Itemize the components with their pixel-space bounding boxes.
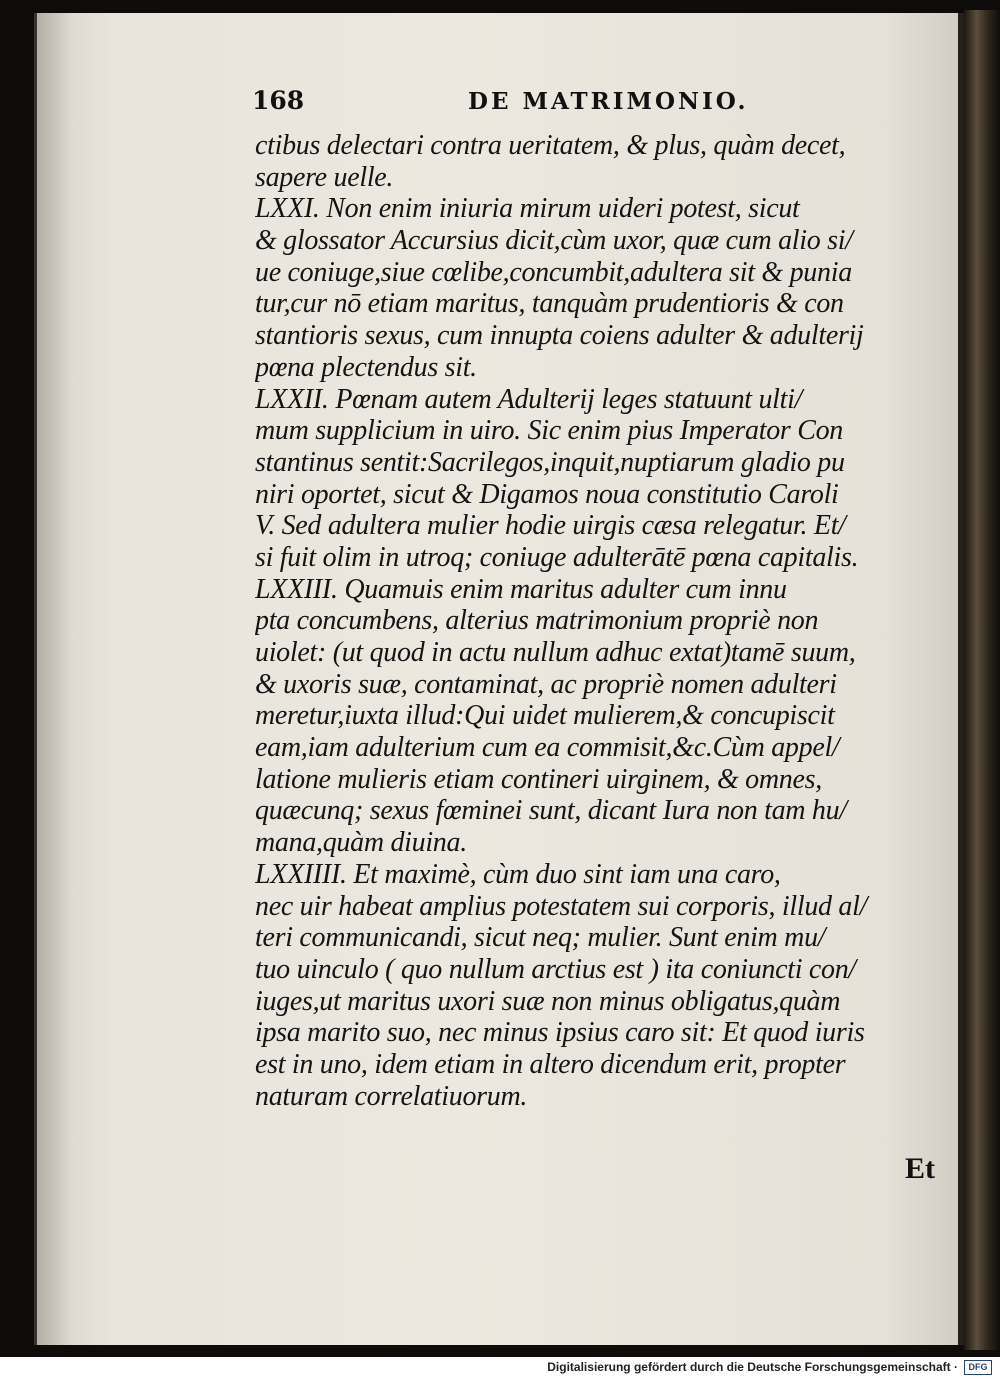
text-line: LXXI. Non enim iniuria mirum uideri potest, sicut: [255, 193, 800, 225]
text-line: stantinus sentit:Sacrilegos,inquit,nuptiarum gladio pu: [255, 446, 845, 478]
text-line: eam,iam adulterium cum ea commisit,&c.Cùm appel/: [255, 732, 840, 764]
text-line: latione mulieris etiam contineri uirginem, & omnes,: [255, 763, 822, 795]
text-line: LXXII. Pœnam autem Adulterij leges statuunt ulti/: [255, 383, 803, 415]
header-title: DE MATRIMONIO.: [468, 88, 749, 115]
text-line: LXXIIII. Et maximè, cùm duo sint iam una caro,: [255, 858, 781, 890]
text-line: meretur,iuxta illud:Qui uidet mulierem,& concupiscit: [255, 700, 835, 732]
running-head: [250, 86, 950, 120]
text-line: niri oportet, sicut & Digamos noua constitutio Caroli: [255, 478, 839, 510]
footer-bar: [0, 1357, 1000, 1379]
dfg-logo-icon: DFG: [964, 1360, 992, 1375]
text-line: uiolet: (ut quod in actu nullum adhuc extat)tamē suum,: [255, 637, 856, 668]
page-number: 168: [252, 86, 305, 115]
catchword: Et: [905, 1152, 935, 1185]
text-line: V. Sed adultera mulier hodie uirgis cæsa relegatur. Et/: [255, 510, 846, 542]
text-line: mum supplicium in uiro. Sic enim pius Imperator Con: [255, 415, 843, 447]
text-line: & glossator Accursius dicit,cùm uxor, quæ cum alio si/: [255, 225, 853, 257]
text-line: ipsa marito suo, nec minus ipsius caro sit: Et quod iuris: [255, 1017, 865, 1049]
text-line: iuges,ut maritus uxori suæ non minus obligatus,quàm: [255, 985, 841, 1017]
text-line: stantioris sexus, cum innupta coiens adulter & adulterij: [255, 320, 864, 352]
text-line: tuo uinculo ( quo nullum arctius est ) ita coniuncti con/: [255, 953, 856, 985]
book-fore-edge: [964, 10, 1000, 1350]
text-line: tur,cur nō etiam maritus, tanquàm prudentioris & con: [255, 288, 844, 320]
text-line: & uxoris suæ, contaminat, ac propriè nomen adulteri: [255, 668, 837, 700]
text-line: mana,quàm diuina.: [255, 827, 467, 859]
text-line: sapere uelle.: [255, 161, 394, 193]
text-line: naturam correlatiuorum.: [255, 1080, 528, 1112]
text-line: ctibus delectari contra ueritatem, & plus, quàm decet,: [255, 130, 846, 161]
text-line: pœna plectendus sit.: [255, 351, 477, 383]
body-text: [255, 130, 950, 1112]
text-line: ue coniuge,siue cœlibe,concumbit,adultera sit & punia: [255, 256, 852, 288]
text-line: pta concumbens, alterius matrimonium propriè non: [255, 605, 819, 637]
text-line: teri communicandi, sicut neq; mulier. Sunt enim mu/: [255, 922, 826, 954]
page-gutter-shadow: [37, 13, 73, 1345]
text-line: LXXIII. Quamuis enim maritus adulter cum innu: [255, 573, 787, 605]
funding-credit: Digitalisierung gefördert durch die Deutsche Forschungsgemeinschaft ·: [547, 1360, 958, 1374]
text-line: nec uir habeat amplius potestatem sui corporis, illud al/: [255, 890, 868, 922]
text-line: est in uno, idem etiam in altero dicendum erit, propter: [255, 1048, 846, 1080]
text-line: quæcunq; sexus fœminei sunt, dicant Iura non tam hu/: [255, 795, 847, 827]
text-line: si fuit olim in utroq; coniuge adulterātē pœna capitalis.: [255, 541, 859, 573]
